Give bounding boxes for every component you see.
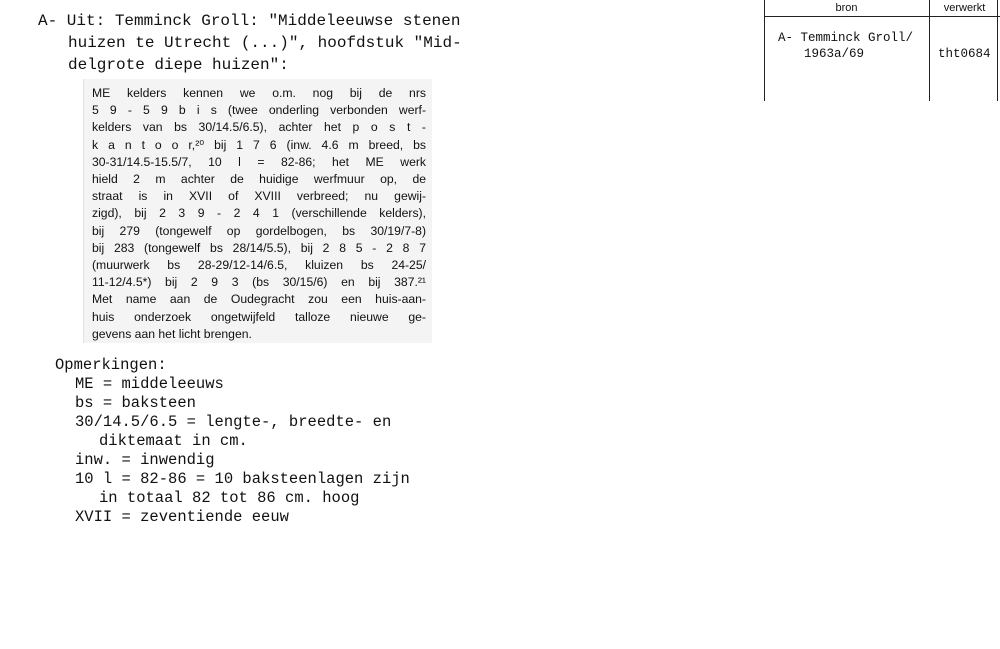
bron-line: 1963a/69: [804, 47, 865, 61]
cell-verwerkt: tht0684: [938, 47, 991, 61]
remark-item: 30/14.5/6.5 = lengte-, breedte- en: [75, 413, 392, 431]
table-divider: [764, 0, 765, 101]
remark-item-continuation: in totaal 82 tot 86 cm. hoog: [99, 489, 360, 507]
source-table: [764, 0, 1000, 101]
heading-line: A- Uit: Temminck Groll: "Middeleeuwse stenen: [38, 12, 461, 30]
table-divider: [929, 0, 930, 101]
remark-item: ME = middeleeuws: [75, 375, 224, 393]
quote-line: gevens aan het licht brengen.: [92, 326, 252, 341]
remarks-section: [55, 356, 475, 527]
remark-item: bs = baksteen: [75, 394, 196, 412]
quote-line: 11-12/4.5*) bij 2 9 3 (bs 30/15/6) en bij 387.²¹: [92, 275, 426, 290]
quote-line: bij 283 (tongewelf bs 28/14/5.5), bij 2 8 5 - 2 8 7: [92, 240, 426, 255]
quote-line: huis onderzoek ongetwijfeld talloze nieuwe ge-: [92, 309, 426, 324]
remark-item: XVII = zeventiende eeuw: [75, 508, 289, 526]
quote-line: hield 2 m achter de huidige werfmuur op, de: [92, 172, 426, 187]
quoted-excerpt: [83, 79, 432, 343]
cell-bron: [778, 30, 928, 62]
quote-line: Met name aan de Oudegracht zou een huis-aan-: [92, 292, 426, 307]
quote-line: 5 9 - 5 9 b i s (twee onderling verbonden werf-: [92, 103, 426, 118]
quote-line: k a n t o o r,²⁰ bij 1 7 6 (inw. 4.6 m breed, bs: [92, 137, 426, 152]
heading-line: delgrote diepe huizen":: [68, 56, 289, 74]
quote-line: straat is in XVII of XVIII verbreed; nu gewij-: [92, 189, 426, 204]
quote-line: ME kelders kennen we o.m. nog bij de nrs: [92, 86, 426, 100]
quoted-excerpt-text: [92, 85, 426, 343]
quote-line: bij 279 (tongewelf op gordelbogen, bs 30/19/7-8): [92, 223, 426, 238]
remarks-title: Opmerkingen:: [55, 356, 167, 374]
header-bron: bron: [835, 2, 858, 14]
quote-line: 30-31/14.5-15.5/7, 10 l = 82-86; het ME werk: [92, 154, 426, 169]
table-header-row: [764, 0, 1000, 17]
source-heading: [38, 10, 478, 76]
remark-item: 10 l = 82-86 = 10 baksteenlagen zijn: [75, 470, 410, 488]
quote-line: kelders van bs 30/14.5/6.5), achter het p o s t -: [92, 120, 426, 135]
remark-item-continuation: diktemaat in cm.: [99, 432, 248, 450]
table-divider: [997, 0, 998, 101]
quote-line: (muurwerk bs 28-29/12-14/6.5, kluizen bs 24-25/: [92, 258, 426, 273]
heading-line: huizen te Utrecht (...)", hoofdstuk "Mid-: [68, 34, 462, 52]
quote-line: zigd), bij 2 3 9 - 2 4 1 (verschillende kelders),: [92, 206, 426, 221]
bron-line: A- Temminck Groll/: [778, 31, 914, 45]
header-verwerkt: verwerkt: [943, 2, 986, 14]
remark-item: inw. = inwendig: [75, 451, 215, 469]
